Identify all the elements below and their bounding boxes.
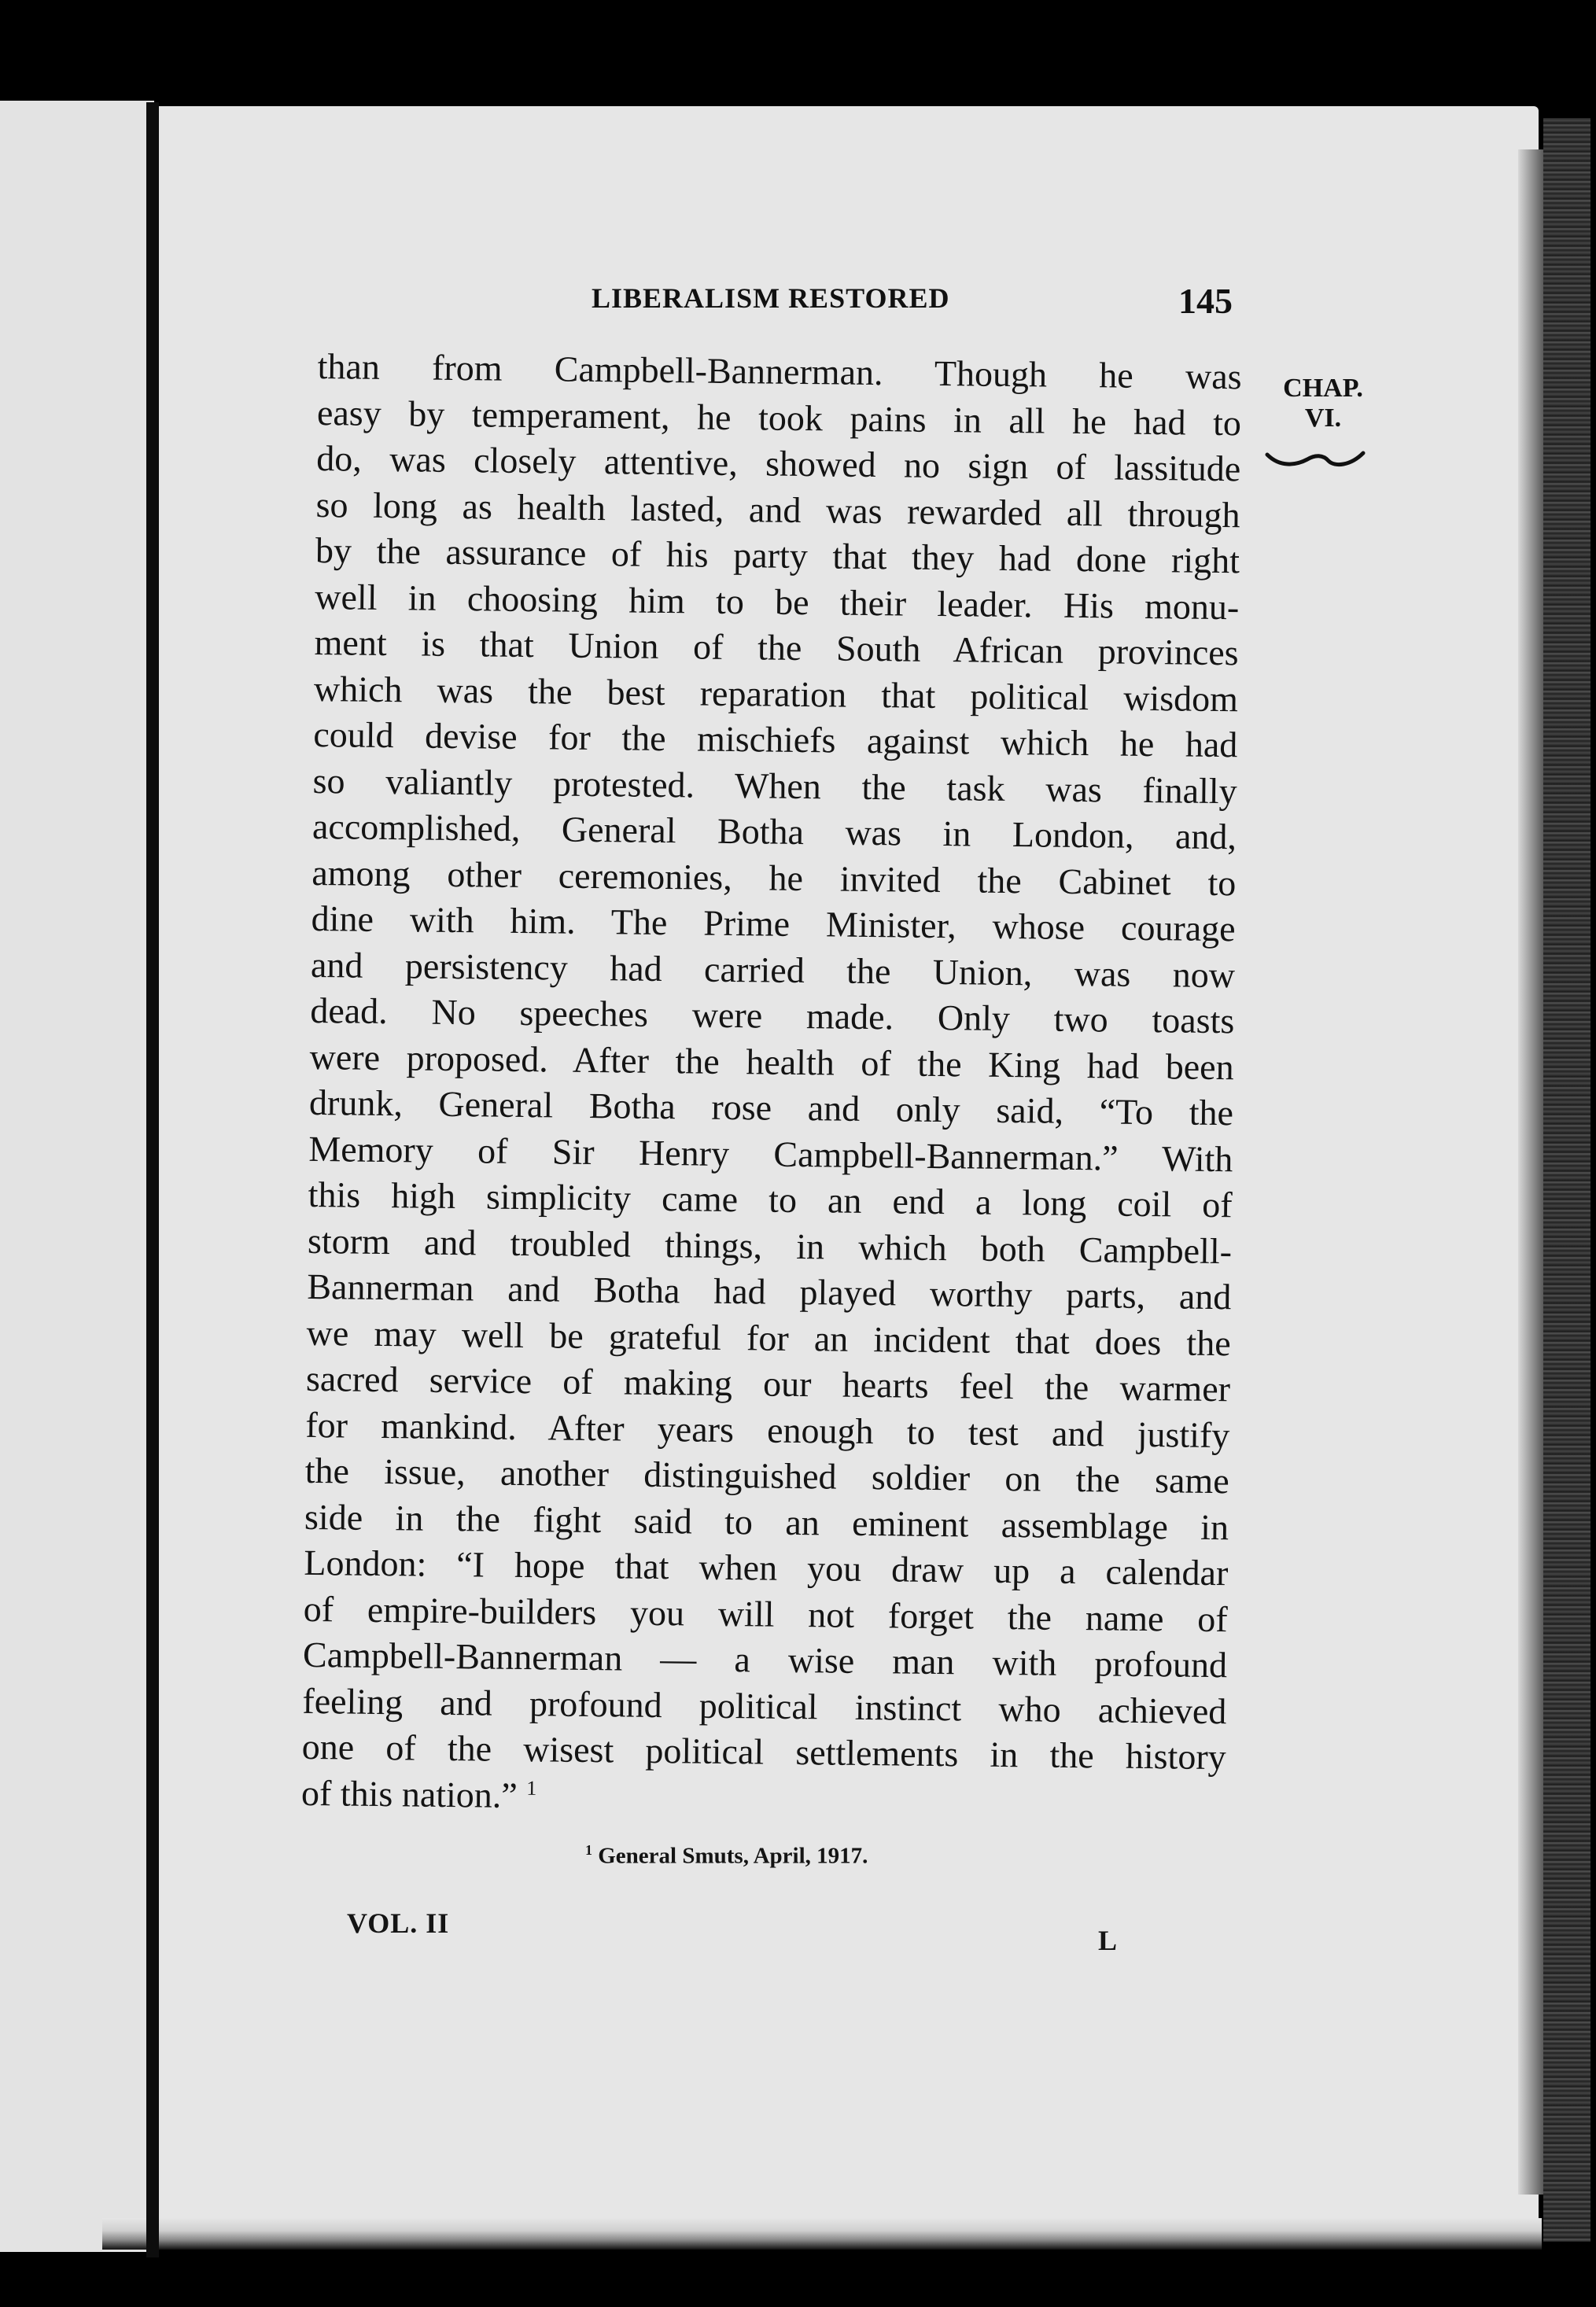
footnote: [585, 1842, 868, 1870]
text-line: London: “I hope that when you draw up a calendar: [304, 1542, 1229, 1594]
volume-signature: VOL. II: [347, 1907, 450, 1939]
text-line: for mankind. After years enough to test and justify: [305, 1404, 1230, 1455]
text-line: Memory of Sir Henry Campbell-Bannerman.” With: [308, 1128, 1233, 1179]
text-line: than from Campbell-Bannerman. Though he was: [317, 345, 1242, 397]
text-line: accomplished, General Botha was in London, and,: [311, 805, 1237, 857]
text-line: which was the best reparation that political wisdom: [313, 668, 1239, 719]
text-line: do, was closely attentive, showed no sign of lassitude: [316, 437, 1241, 489]
text-line: so long as health lasted, and was rewarded all through: [315, 484, 1240, 535]
text-line: by the assurance of his party that they had done right: [315, 529, 1240, 581]
text-line: ment is that Union of the South African provinces: [314, 621, 1239, 673]
text-line: Campbell-Bannerman — a wise man with profound: [302, 1634, 1228, 1686]
text-line: dead. No speeches were made. Only two toasts: [310, 990, 1235, 1041]
text-line: easy by temperament, he took pains in all he had to: [316, 392, 1242, 443]
page-number: 145: [1178, 281, 1233, 321]
text-line: feeling and profound political instinct who achieved: [302, 1680, 1227, 1731]
text-line: the issue, another distinguished soldier on the same: [304, 1450, 1229, 1502]
footnote-text: General Smuts, April, 1917.: [598, 1843, 868, 1869]
footnote-reference: 1: [526, 1776, 537, 1800]
text-line: storm and troubled things, in which both Campbell-: [307, 1220, 1233, 1271]
text-line: dine with him. The Prime Minister, whose courage: [311, 897, 1236, 949]
footnote-mark: 1: [585, 1842, 592, 1858]
gutter-shadow: [146, 102, 159, 2257]
text-line: among other ceremonies, he invited the Cabinet to: [311, 852, 1237, 903]
gathering-signature: L: [1098, 1925, 1118, 1956]
text-line: this high simplicity came to an end a long coil of: [308, 1174, 1233, 1225]
text-line: well in choosing him to be their leader. His monu-: [315, 576, 1240, 627]
text-line: of empire-builders you will not forget the name of: [303, 1588, 1228, 1639]
text-line: Bannerman and Botha had played worthy parts, and: [307, 1266, 1232, 1317]
text-line: and persistency had carried the Union, was now: [310, 944, 1236, 995]
ornament-swash-icon: [1264, 447, 1366, 470]
facing-page-edge: [0, 101, 154, 2252]
text-line: we may well be grateful for an incident that does the: [306, 1312, 1231, 1363]
body-text: [301, 344, 1242, 1826]
text-line: side in the fight said to an eminent assemblage in: [304, 1496, 1229, 1547]
text-line: could devise for the mischiefs against which he had: [313, 713, 1238, 765]
page-bottom-edge: [102, 2218, 1542, 2250]
text-line: drunk, General Botha rose and only said, “To the: [308, 1082, 1234, 1133]
chapter-label: CHAP.: [1283, 374, 1363, 403]
chapter-margin-note: [1268, 374, 1378, 433]
running-title: LIBERALISM RESTORED: [592, 282, 950, 314]
text-line: so valiantly protested. When the task was finally: [312, 760, 1237, 811]
chapter-number: VI.: [1304, 404, 1342, 433]
book-block-edge: [1543, 118, 1590, 2242]
text-line: sacred service of making our hearts feel the warmer: [305, 1358, 1231, 1410]
final-line-text: of this nation.”: [300, 1772, 518, 1815]
text-line: one of the wisest political settlements in the history: [301, 1726, 1226, 1778]
text-line: were proposed. After the health of the King had been: [309, 1036, 1234, 1087]
